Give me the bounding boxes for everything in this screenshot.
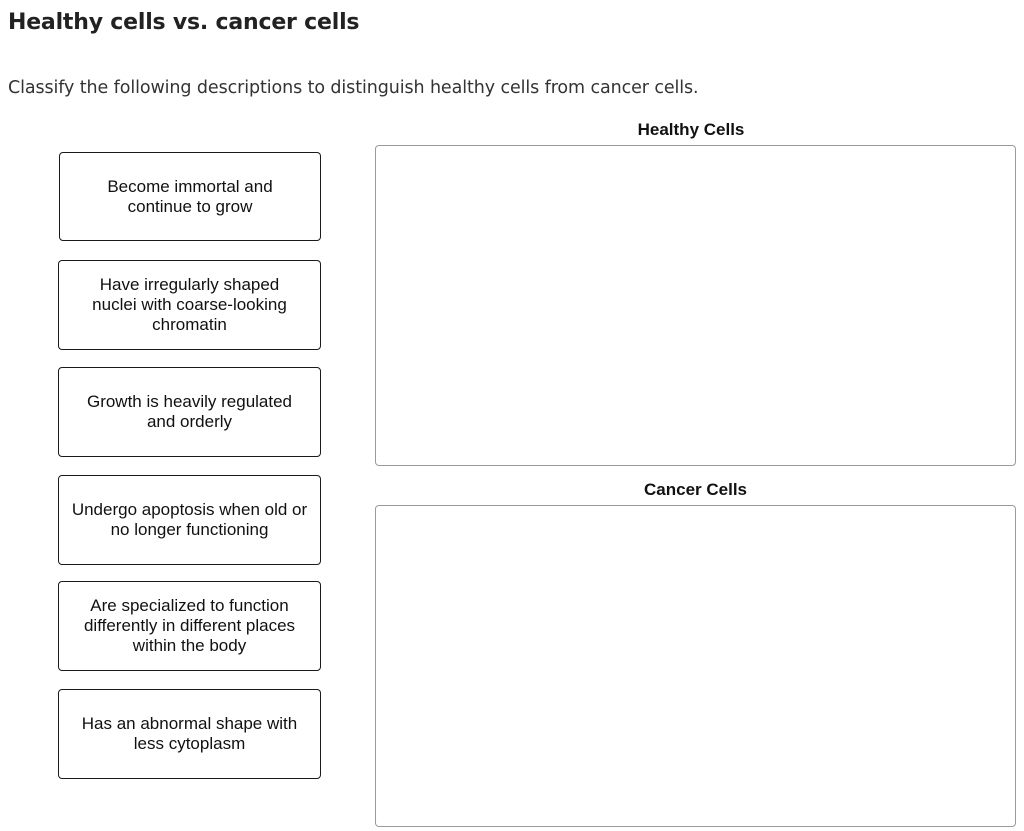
card-label: Undergo apoptosis when old or no longer functioning <box>71 500 308 539</box>
draggable-card-immortal[interactable] <box>59 152 321 241</box>
card-label: Become immortal and continue to grow <box>107 176 273 216</box>
instructions-text: Classify the following descriptions to distinguish healthy cells from cancer cells. <box>8 78 699 98</box>
cancer-cells-drop-zone[interactable] <box>375 505 1016 827</box>
cancer-cells-label: Cancer Cells <box>644 480 747 499</box>
draggable-card-specialized[interactable] <box>58 581 321 671</box>
healthy-cells-drop-zone[interactable] <box>375 145 1016 466</box>
card-label: Have irregularly shaped nuclei with coarse-looking chromatin <box>92 275 287 334</box>
draggable-card-apoptosis[interactable] <box>58 475 321 565</box>
card-label: Are specialized to function differently in different places within the body <box>83 596 296 655</box>
draggable-card-abnormal-shape[interactable] <box>58 689 321 779</box>
draggable-card-growth-regulated[interactable] <box>58 367 321 457</box>
page-title: Healthy cells vs. cancer cells <box>8 10 360 35</box>
card-label: Has an abnormal shape with less cytoplasm <box>81 714 298 753</box>
draggable-card-irregular-nuclei[interactable] <box>58 260 321 350</box>
healthy-cells-label: Healthy Cells <box>637 120 745 139</box>
card-label: Growth is heavily regulated and orderly <box>86 392 293 431</box>
